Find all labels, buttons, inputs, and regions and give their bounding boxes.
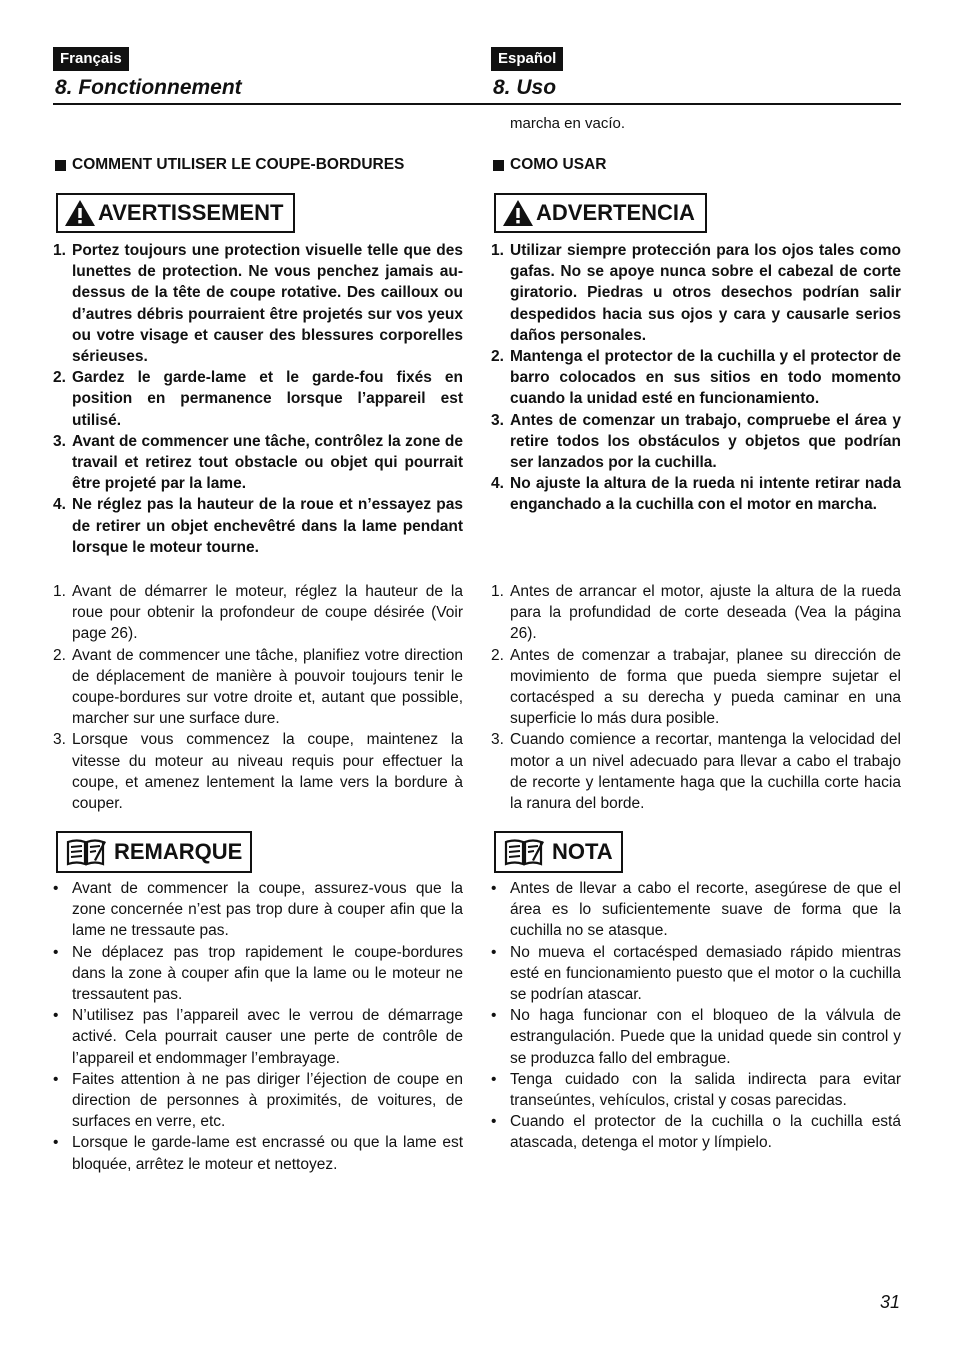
list-marker: • [53,1070,59,1088]
list-marker: • [491,943,497,961]
list-marker: 2. [491,646,504,664]
list-marker: • [491,880,497,897]
steps-list [53,581,463,814]
list-item [53,494,463,558]
header-rule [53,103,901,105]
list-item-text: Mantenga el protector de la cuchilla y el protector de barro colocados en sus sitios en todo momento cuando la unidad esté en funcionamiento. [510,348,901,408]
list-item [53,431,463,495]
list-item-text: Gardez le garde-lame et le garde-fou fixés en position en permanence lorsque l’appareil est utilisé. [72,369,463,429]
list-item [53,1069,463,1133]
list-item-text: Portez toujours une protection visuelle telle que des lunettes de protection. Ne vous penchez jamais au-dessus de la tête de coupe rotative. Des cailloux ou d’autres débris pourraient être projetés sur vos yeux ou votre visage et causer des blessures corporelles sérieuses. [72,242,463,366]
list-item [491,1111,901,1153]
notes-list [491,878,901,1154]
note-label: NOTA [552,839,613,864]
square-bullet-icon [55,160,66,171]
list-item-text: Tenga cuidado con la salida indirecta para evitar transeúntes, vehículos, cristal y cosas parecidas. [510,1070,901,1110]
language-tab: Español [491,47,563,71]
list-item [491,240,901,346]
list-item-text: Lorsque vous commencez la coupe, maintenez la vitesse du moteur au niveau requis pour effectuer la coupe, et amenez lentement la lame vers la bordure à couper. [72,731,463,813]
section-title: 8. Uso [493,76,557,99]
list-marker: 1. [53,242,66,259]
list-item [491,581,901,645]
list-item [53,581,463,645]
list-item [491,729,901,814]
list-item-text: Antes de comenzar un trabajo, compruebe el área y retire todos los obstáculos y objetos que podrían ser lanzados por la cuchilla. [510,411,901,472]
note-label: REMARQUE [114,839,243,864]
list-marker: • [491,1007,497,1025]
notes-list [53,878,463,1175]
list-marker: 3. [53,731,66,749]
note-box [56,831,252,873]
warning-label: AVERTISSEMENT [98,200,284,225]
list-item [53,942,463,1006]
note-box [494,831,623,873]
list-item-text: Antes de llevar a cabo el recorte, asegúrese de que el área es lo suficientemente suave de forma que la cuchilla no se atasque. [510,880,901,940]
warning-list [491,240,901,516]
note-book-icon [66,838,106,866]
list-marker: 4. [53,496,66,514]
list-item-text: Cuando comience a recortar, mantenga la velocidad del motor a un nivel adecuado para llevar a cabo el trabajo de recorte y lentamente haga que la cuchilla corte hacia la ranura del borde. [510,731,901,813]
steps-list [491,581,901,814]
list-item [491,410,901,474]
list-marker: 3. [53,432,66,450]
warning-triangle-icon [502,199,534,227]
list-marker: • [53,880,59,897]
square-bullet-icon [493,160,504,171]
subheading [493,156,606,174]
list-marker: • [53,943,59,961]
list-item-text: Ne déplacez pas trop rapidement le coupe-bordures dans la zone à couper afin que la lame ou le moteur ne tressautent pas. [72,943,463,1004]
list-item-text: Antes de arrancar el motor, ajuste la altura de la rueda para la profundidad de corte deseada (Vea la página 26). [510,583,901,643]
list-item [53,729,463,814]
list-item-text: Cuando el protector de la cuchilla o la cuchilla está atascada, detenga el motor y límpielo. [510,1113,901,1152]
list-marker: 2. [53,369,66,387]
list-item [491,942,901,1006]
subheading-text: COMO USAR [510,156,607,173]
warning-box [56,193,295,233]
list-marker: 4. [491,475,504,493]
list-item-text: Utilizar siempre protección para los ojos tales como gafas. No se apoye nunca sobre el cabezal de corte giratorio. Piedras u otros desechos podrían salir despedidos hacia sus ojos y cara y causarle serios daños personales. [510,242,901,344]
list-marker: • [53,1134,59,1152]
list-item [53,367,463,431]
list-marker: • [491,1113,497,1131]
list-marker: 2. [491,348,504,366]
list-marker: 1. [491,242,504,259]
list-item-text: Antes de comenzar a trabajar, planee su dirección de movimiento de forma que pueda siempre sujetar el cortacésped a su derecha y pueda caminar en una superficie lo más dura posible. [510,646,901,728]
list-item-text: Faites attention à ne pas diriger l’éjection de coupe en direction de personnes à proximités, de voitures, de surfaces en verre, etc. [72,1070,463,1131]
list-item-text: Avant de commencer la coupe, assurez-vous que la zone concernée n’est pas trop dure à couper afin que la lame ne tressaute pas. [72,880,463,940]
list-item [491,346,901,410]
warning-label: ADVERTENCIA [536,200,695,225]
list-item-text: No ajuste la altura de la rueda ni intente retirar nada enganchado a la cuchilla con el motor en marcha. [510,475,901,514]
list-item [491,473,901,515]
list-marker: 1. [491,583,504,600]
list-item-text: Ne réglez pas la hauteur de la roue et n’essayez pas de retirer un objet enchevêtré dans la lame pendant lorsque le moteur tourne. [72,496,463,556]
subheading [55,156,404,174]
note-book-icon [504,838,544,866]
list-item-text: N’utilisez pas l’appareil avec le verrou de démarrage activé. Cela pourrait causer une perte de contrôle de l’appareil et endommager l’embrayage. [72,1007,463,1067]
list-item [53,1005,463,1069]
subheading-text: COMMENT UTILISER LE COUPE-BORDURES [72,156,405,173]
list-marker: • [491,1070,497,1088]
list-item [491,1005,901,1069]
list-item-text: Lorsque le garde-lame est encrassé ou que la lame est bloquée, arrêtez le moteur et nettoyez. [72,1134,463,1173]
list-item [491,1069,901,1111]
list-item-text: Avant de démarrer le moteur, réglez la hauteur de la roue pour obtenir la profondeur de coupe désirée (Voir page 26). [72,583,463,643]
list-item [53,878,463,942]
language-tab: Français [53,47,129,71]
warning-triangle-icon [64,199,96,227]
list-item [53,240,463,367]
warning-list [53,240,463,558]
section-title: 8. Fonctionnement [55,76,242,99]
list-item [53,645,463,730]
list-item [53,1132,463,1174]
page-number: 31 [879,1292,900,1312]
warning-box [494,193,707,233]
list-item-text: Avant de commencer une tâche, contrôlez la zone de travail et retirez tout obstacle ou objet qui pourrait être projeté par la lame. [72,432,463,493]
list-item-text: Avant de commencer une tâche, planifiez votre direction de déplacement de manière à pouvoir toujours tenir le coupe-bordures sur votre droite et, autant que possible, marcher sur une surface dure. [72,646,463,728]
continued-text: marcha en vacío. [510,115,626,132]
list-item [491,645,901,730]
list-marker: 3. [491,731,504,749]
list-marker: • [53,1007,59,1025]
list-item [491,878,901,942]
list-marker: 2. [53,646,66,664]
list-marker: 1. [53,583,66,600]
list-marker: 3. [491,411,504,429]
list-item-text: No haga funcionar con el bloqueo de la válvula de estrangulación. Puede que la unidad quede sin control y se produzca fallo del embrague. [510,1007,901,1067]
list-item-text: No mueva el cortacésped demasiado rápido mientras esté en funcionamiento puesto que el motor o la cuchilla se podrían atascar. [510,943,901,1004]
